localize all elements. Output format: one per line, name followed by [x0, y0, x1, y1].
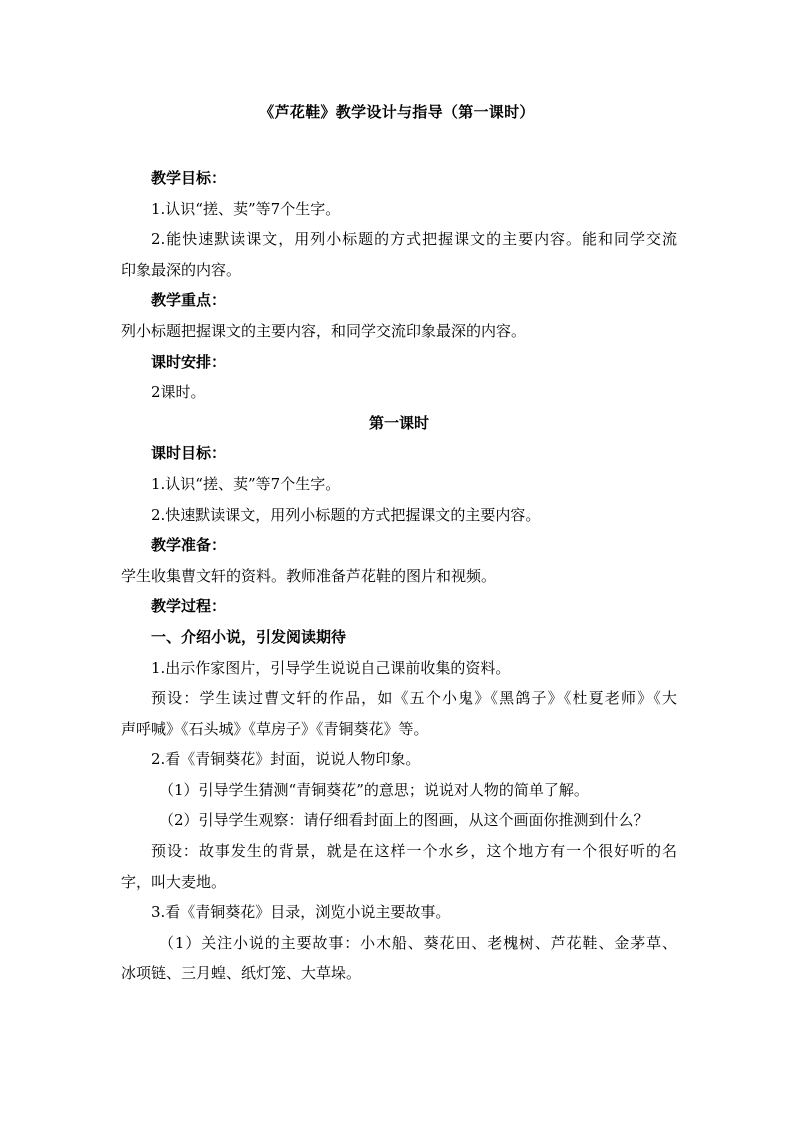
section-title: 第一课时	[368, 413, 429, 432]
heading-process: 教学过程：	[151, 597, 227, 616]
paragraph: 学生收集曹文轩的资料。教师准备芦花鞋的图片和视频。	[121, 566, 497, 585]
paragraph: 列小标题把握课文的主要内容，和同学交流印象最深的内容。	[121, 321, 527, 340]
heading-preparation: 教学准备：	[151, 536, 227, 555]
step-heading: 一、介绍小说，引发阅读期待	[151, 627, 347, 646]
paragraph: （1）关注小说的主要故事：小木船、葵花田、老槐树、芦花鞋、金茅草、	[159, 933, 677, 952]
paragraph-continuation: 字，叫大麦地。	[121, 872, 227, 891]
paragraph: 预设：学生读过曹文轩的作品，如《五个小鬼》《黑鸽子》《杜夏老师》《大	[151, 689, 677, 708]
paragraph: 1.认识“搓、荬”等7个生字。	[151, 199, 341, 218]
paragraph: 2.看《青铜葵花》封面，说说人物印象。	[151, 750, 421, 769]
paragraph-continuation: 冰项链、三月蝗、纸灯笼、大草垛。	[121, 964, 362, 983]
heading-schedule: 课时安排：	[151, 352, 227, 371]
paragraph: （1）引导学生猜测“青铜葵花”的意思；说说对人物的简单了解。	[159, 780, 589, 799]
paragraph: 2.快速默读课文，用列小标题的方式把握课文的主要内容。	[151, 505, 541, 524]
paragraph-continuation: 印象最深的内容。	[121, 260, 242, 279]
paragraph-continuation: 声呼喊》《石头城》《草房子》《青铜葵花》等。	[121, 719, 429, 738]
paragraph: 2课时。	[151, 383, 206, 402]
heading-teaching-goals: 教学目标：	[151, 169, 227, 187]
paragraph: （2）引导学生观察：请仔细看封面上的图画，从这个画面你推测到什么？	[159, 811, 649, 830]
document-body	[121, 163, 677, 989]
paragraph: 预设：故事发生的背景，就是在这样一个水乡，这个地方有一个很好听的名	[151, 842, 677, 861]
heading-teaching-focus: 教学重点：	[151, 291, 227, 310]
paragraph: 1.出示作家图片，引导学生说说自己课前收集的资料。	[151, 658, 511, 677]
paragraph: 1.认识“搓、荬”等7个生字。	[151, 474, 341, 493]
paragraph: 3.看《青铜葵花》目录，浏览小说主要故事。	[151, 903, 451, 922]
document-title: 《芦花鞋》教学设计与指导（第一课时）	[259, 103, 535, 121]
heading-lesson-goals: 课时目标：	[151, 444, 227, 463]
paragraph: 2.能快速默读课文，用列小标题的方式把握课文的主要内容。能和同学交流	[151, 230, 677, 249]
